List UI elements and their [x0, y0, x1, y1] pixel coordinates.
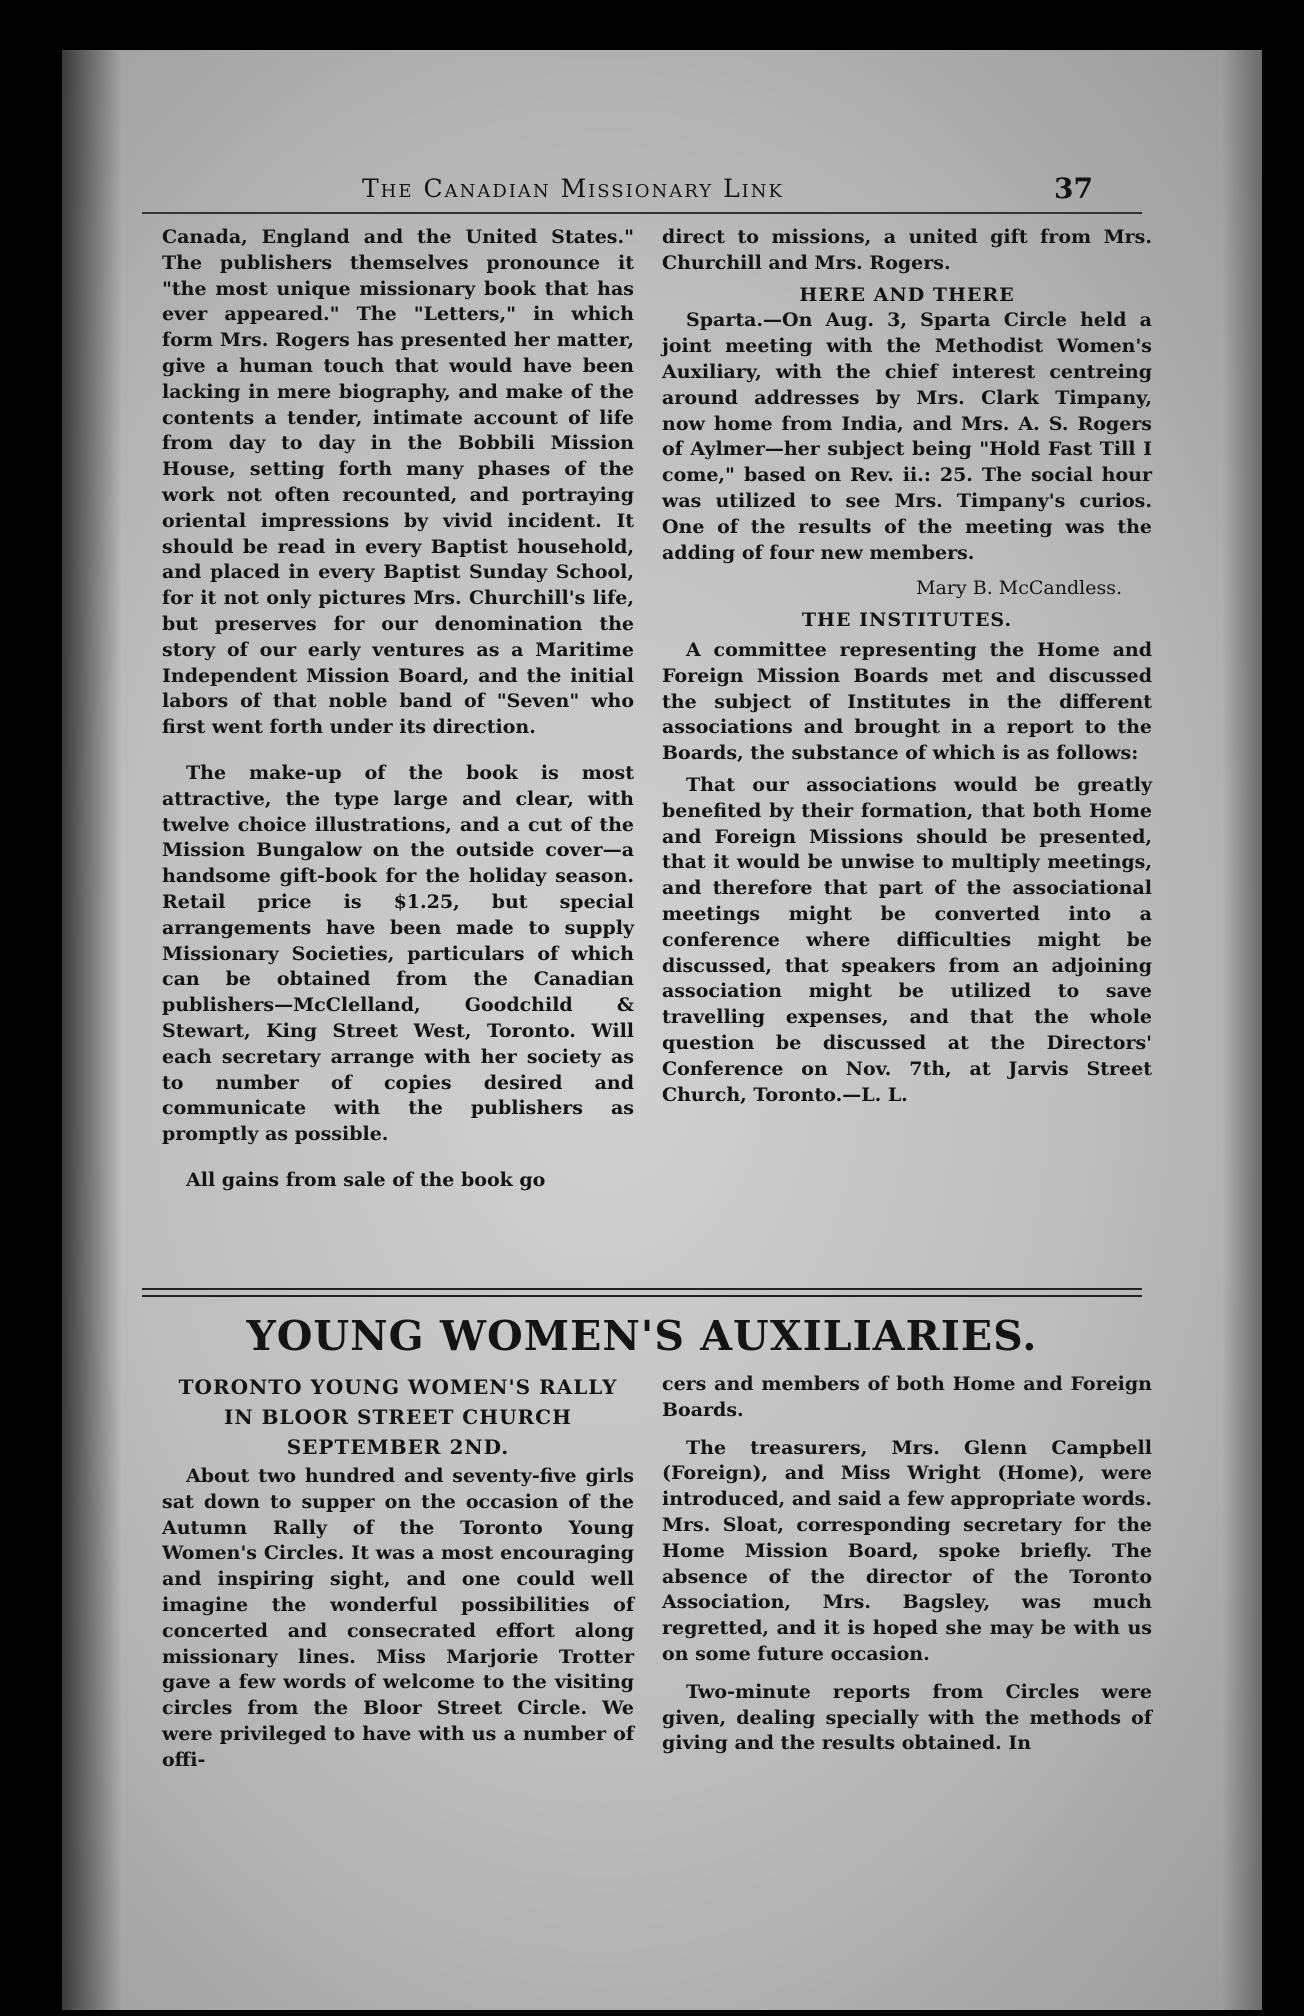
bottom-right-column	[662, 1372, 1152, 1757]
rally-heading-line3: SEPTEMBER 2ND.	[286, 1435, 510, 1459]
signature: Mary B. McCandless.	[916, 577, 1122, 600]
body-paragraph: direct to missions, a united gift from Mrs. Churchill and Mrs. Rogers.	[662, 226, 1152, 274]
sparta-lead: Sparta.	[686, 309, 764, 332]
top-left-column	[162, 225, 634, 1194]
body-paragraph: cers and members of both Home and Foreign Boards.	[662, 1373, 1152, 1421]
body-paragraph: About two hundred and seventy-five girls sat down to supper on the occasion of the Autumn Rally of the Toronto Young Women's Circles. It was a most encouraging and inspiring sight, and one could well imagine the wonderful possibilities of concerted and consecrated effort along missionary lines. Miss Marjorie Trotter gave a few words of welcome to the visiting circles from the Bloor Street Circle. We were privileged to have with us a number of offi-	[162, 1465, 634, 1771]
body-paragraph: The make-up of the book is most attractive, the type large and clear, with twelve choice illustrations, and a cut of the Mission Bungalow on the outside cover—a handsome gift-book for the holiday season. Retail price is $1.25, but special arrangements have been made to supply Missionary Societies, particulars of which can be obtained from the Canadian publishers—McClelland, Goodchild & Stewart, King Street West, Toronto. Will each secretary arrange with her society as to number of copies desired and communicate with the publishers as promptly as possible.	[162, 761, 634, 1146]
sparta-paragraph	[662, 308, 1152, 566]
body-paragraph: That our associations would be greatly benefited by their formation, that both Home and Foreign Missions should be presented, that it would be unwise to multiply meetings, and therefore that part of the associational meetings might be converted into a conference where difficulties might be discussed, that speakers from an adjoining association might be utilized to save travelling expenses, and that the whole question be discussed at the Directors' Conference on Nov. 7th, at Jarvis Street Church, Toronto.—L. L.	[662, 773, 1152, 1106]
sparta-text: —On Aug. 3, Sparta Circle held a joint meeting with the Methodist Women's Auxiliary, with the chief interest centreing around addresses by Mrs. Clark Timpany, now home from India, and Mrs. A. S. Rogers of Aylmer—her subject being "Hold Fast Till I come," based on Rev. ii.: 25. The social hour was utilized to see Mrs. Timpany's curios. One of the results of the meeting was the adding of four new members.	[662, 309, 1152, 564]
running-header: The Canadian Missionary Link	[362, 174, 784, 203]
section-divider	[142, 1288, 1142, 1297]
body-paragraph: All gains from sale of the book go	[186, 1168, 546, 1191]
here-and-there-heading: HERE AND THERE	[799, 283, 1015, 306]
bottom-left-column	[162, 1372, 634, 1774]
body-paragraph: The treasurers, Mrs. Glenn Campbell (Foreign), and Miss Wright (Home), were introduced, and said a few appropriate words. Mrs. Sloat, corresponding secretary for the Home Mission Board, spoke briefly. The absence of the director of the Toronto Association, Mrs. Bagsley, was much regretted, and it is hoped she may be with us on some future occasion.	[662, 1436, 1152, 1665]
page-number: 37	[1054, 172, 1093, 205]
header-rule	[142, 212, 1142, 214]
institutes-heading: THE INSTITUTES.	[801, 609, 1013, 632]
top-right-column	[662, 225, 1152, 1108]
body-paragraph: Two-minute reports from Circles were given, dealing specially with the methods of giving and the results obtained. In	[662, 1680, 1152, 1755]
scanned-page	[62, 50, 1262, 2010]
body-paragraph: A committee representing the Home and Foreign Mission Boards met and discussed the subject of Institutes in the different associations and brought in a report to the Boards, the substance of which is as follows:	[662, 638, 1152, 765]
rally-heading-line2: IN BLOOR STREET CHURCH	[224, 1405, 572, 1429]
rally-heading-line1: TORONTO YOUNG WOMEN'S RALLY	[178, 1375, 618, 1399]
body-paragraph: Canada, England and the United States." The publishers themselves pronounce it "the most unique missionary book that has ever appeared." The "Letters," in which form Mrs. Rogers has presented her matter, give a human touch that would have been lacking in mere biography, and make of the contents a tender, intimate account of life from day to day in the Bobbili Mission House, setting forth many phases of the work not often recounted, and portraying oriental impressions by vivid incident. It should be read in every Baptist household, and placed in every Baptist Sunday School, for it not only pictures Mrs. Churchill's life, but preserves for our denomination the story of our early ventures as a Maritime Independent Mission Board, and the initial labors of that noble band of "Seven" who first went forth under its direction.	[162, 226, 634, 739]
section-title: YOUNG WOMEN'S AUXILIARIES.	[246, 1312, 1038, 1360]
